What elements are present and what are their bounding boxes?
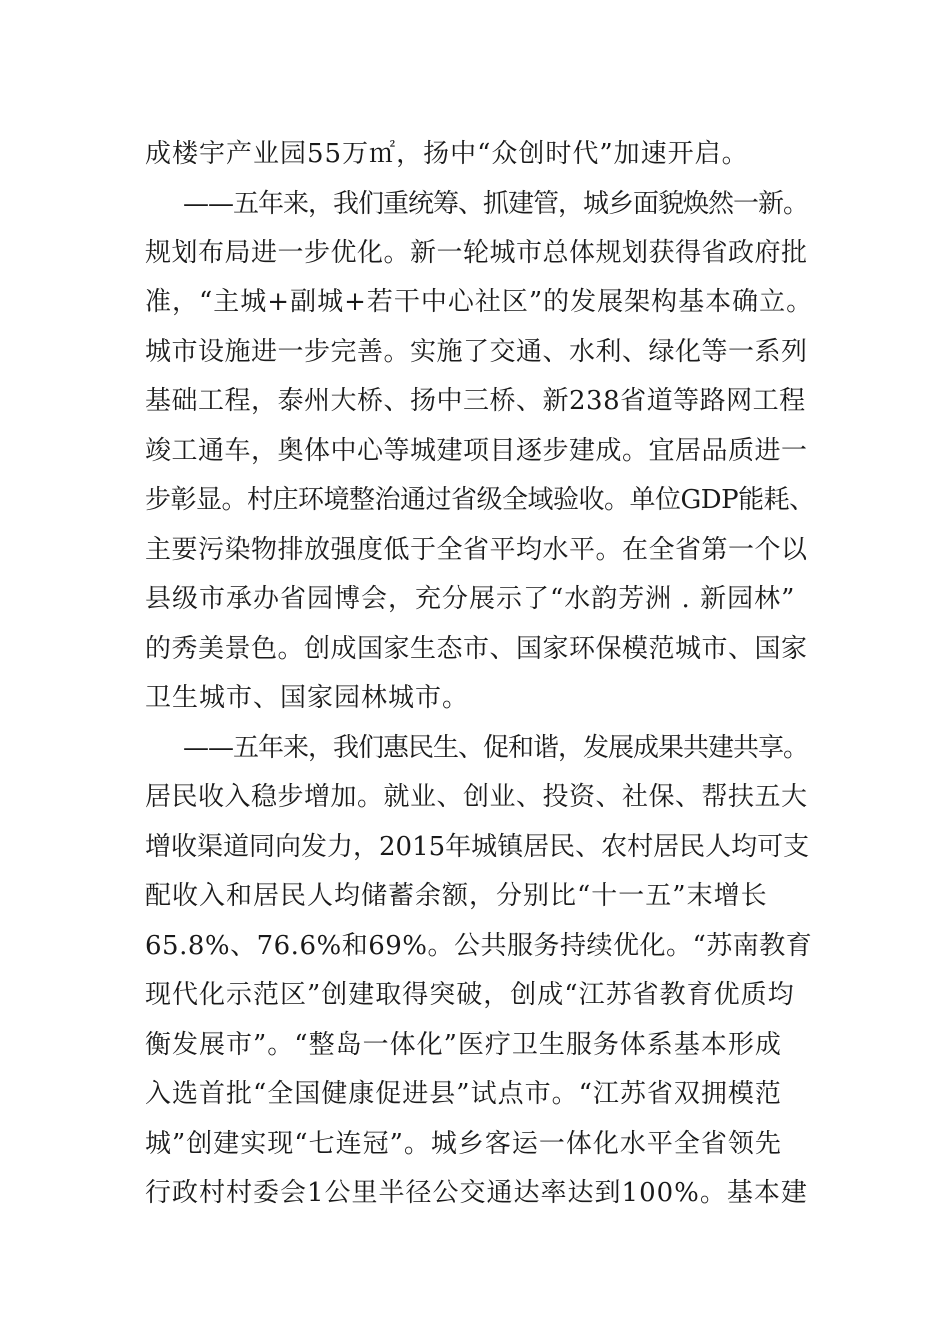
paragraph-line: 城”创建实现“七连冠”。城乡客运一体化水平全省领先 <box>145 1129 782 1159</box>
paragraph-line: 成楼宇产业园55万㎡，扬中“众创时代”加速开启。 <box>145 139 749 169</box>
paragraph-line: 县级市承办省园博会，充分展示了“水韵芳洲 . 新园林” <box>145 584 796 614</box>
paragraph-line: 步彰显。村庄环境整治通过省级全域验收。单位GDP能耗、 <box>145 485 815 515</box>
paragraph-line: 增收渠道同向发力，2015年城镇居民、农村居民人均可支 <box>145 832 810 862</box>
paragraph-line: 衡发展市”。“整岛一体化”医疗卫生服务体系基本形成 <box>145 1030 782 1060</box>
paragraph-line: ——五年来，我们惠民生、促和谐，发展成果共建共享。 <box>183 733 809 763</box>
paragraph-line: 65.8%、76.6%和69%。公共服务持续优化。“苏南教育 <box>145 931 813 961</box>
paragraph-line: 规划布局进一步优化。新一轮城市总体规划获得省政府批 <box>145 238 808 268</box>
paragraph-line: 卫生城市、国家园林城市。 <box>145 683 470 713</box>
paragraph-line: 的秀美景色。创成国家生态市、国家环保模范城市、国家 <box>145 634 808 664</box>
paragraph-line: 居民收入稳步增加。就业、创业、投资、社保、帮扶五大 <box>145 782 808 812</box>
paragraph-line: 竣工通车，奥体中心等城建项目逐步建成。宜居品质进一 <box>145 436 808 466</box>
paragraph-line: 配收入和居民人均储蓄余额，分别比“十一五”末增长 <box>145 881 768 911</box>
paragraph-line: 城市设施进一步完善。实施了交通、水利、绿化等一系列 <box>145 337 808 367</box>
paragraph-line: 准，“主城+副城+若干中心社区”的发展架构基本确立。 <box>145 287 814 317</box>
paragraph-line: 入选首批“全国健康促进县”试点市。“江苏省双拥模范 <box>145 1079 782 1109</box>
paragraph-line: ——五年来，我们重统筹、抓建管，城乡面貌焕然一新。 <box>183 189 809 219</box>
paragraph-line: 主要污染物排放强度低于全省平均水平。在全省第一个以 <box>145 535 808 565</box>
paragraph-line: 现代化示范区”创建取得突破，创成“江苏省教育优质均 <box>145 980 795 1010</box>
paragraph-line: 行政村村委会1公里半径公交通达率达到100%。基本建 <box>145 1178 808 1208</box>
paragraph-line: 基础工程，泰州大桥、扬中三桥、新238省道等路网工程 <box>145 386 806 416</box>
